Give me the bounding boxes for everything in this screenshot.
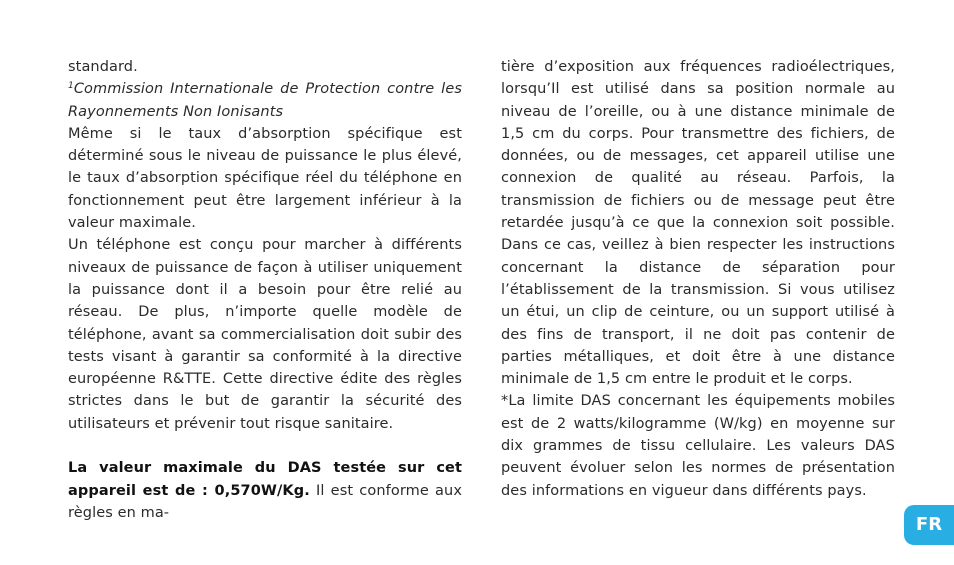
paragraph-exposure: tière d’exposition aux fréquences radioélectriques, lorsqu’Il est utilisé dans sa position normale au niveau de l’oreille, ou à une distance minimale de 1,5 cm du corps. Pour transmettre des fichiers, de données, ou de messages, cet appareil utilise une connexion de qualité au réseau. Parfois, la transmission de fichiers ou de message peut être retardée jusqu’à ce que la connexion soit possible. Dans ce cas, veillez à bien respecter les instructions concernant la distance de séparation pour l’établissement de la transmission. Si vous utilisez un étui, un clip de ceinture, ou un support utilisé à des fins de transport, il ne doit pas contenir de parties métalliques, et doit être à une distance minimale de 1,5 cm entre le produit et le corps.: [501, 59, 895, 388]
right-column: [501, 56, 895, 502]
footnote-mark: 1: [68, 81, 74, 92]
das-value-continuation: Il est conforme aux règles en ma-: [68, 482, 462, 521]
paragraph-standard: standard.: [68, 59, 138, 75]
footnote-text: Commission Internationale de Protection contre les Rayonnements Non Ionisants: [68, 81, 462, 120]
das-value-bold: La valeur maximale du DAS testée sur cet appareil est de : 0,570W/Kg.: [68, 460, 462, 499]
paragraph-das-limit: *La limite DAS concernant les équipements mobiles est de 2 watts/kilogramme (W/kg) en moyenne sur dix grammes de tissu cellulaire. Les valeurs DAS peuvent évoluer selon les normes de présentation des informations en vigueur dans différents pays.: [501, 393, 895, 499]
paragraph-power-levels: Un téléphone est conçu pour marcher à différents niveaux de puissance de façon à utiliser uniquement la puissance dont il a besoin pour être relié au réseau. De plus, n’importe quelle modèle de téléphone, avant sa commercialisation doit subir des tests visant à garantir sa conformité à la directive européenne R&TTE. Cette directive édite des règles strictes dans le but de garantir la sécurité des utilisateurs et prévenir tout risque sanitaire.: [68, 237, 462, 432]
paragraph-das-value: [68, 457, 462, 524]
language-tab-fr: FR: [904, 505, 954, 545]
paragraph-absorption-rate: Même si le taux d’absorption spécifique est déterminé sous le niveau de puissance le plus élevé, le taux d’absorption spécifique réel du téléphone en fonctionnement peut être largement inférieur à la valeur maximale.: [68, 125, 462, 232]
paragraph-spacer: [68, 435, 462, 457]
left-column: [68, 56, 462, 524]
footnote: [68, 78, 462, 123]
